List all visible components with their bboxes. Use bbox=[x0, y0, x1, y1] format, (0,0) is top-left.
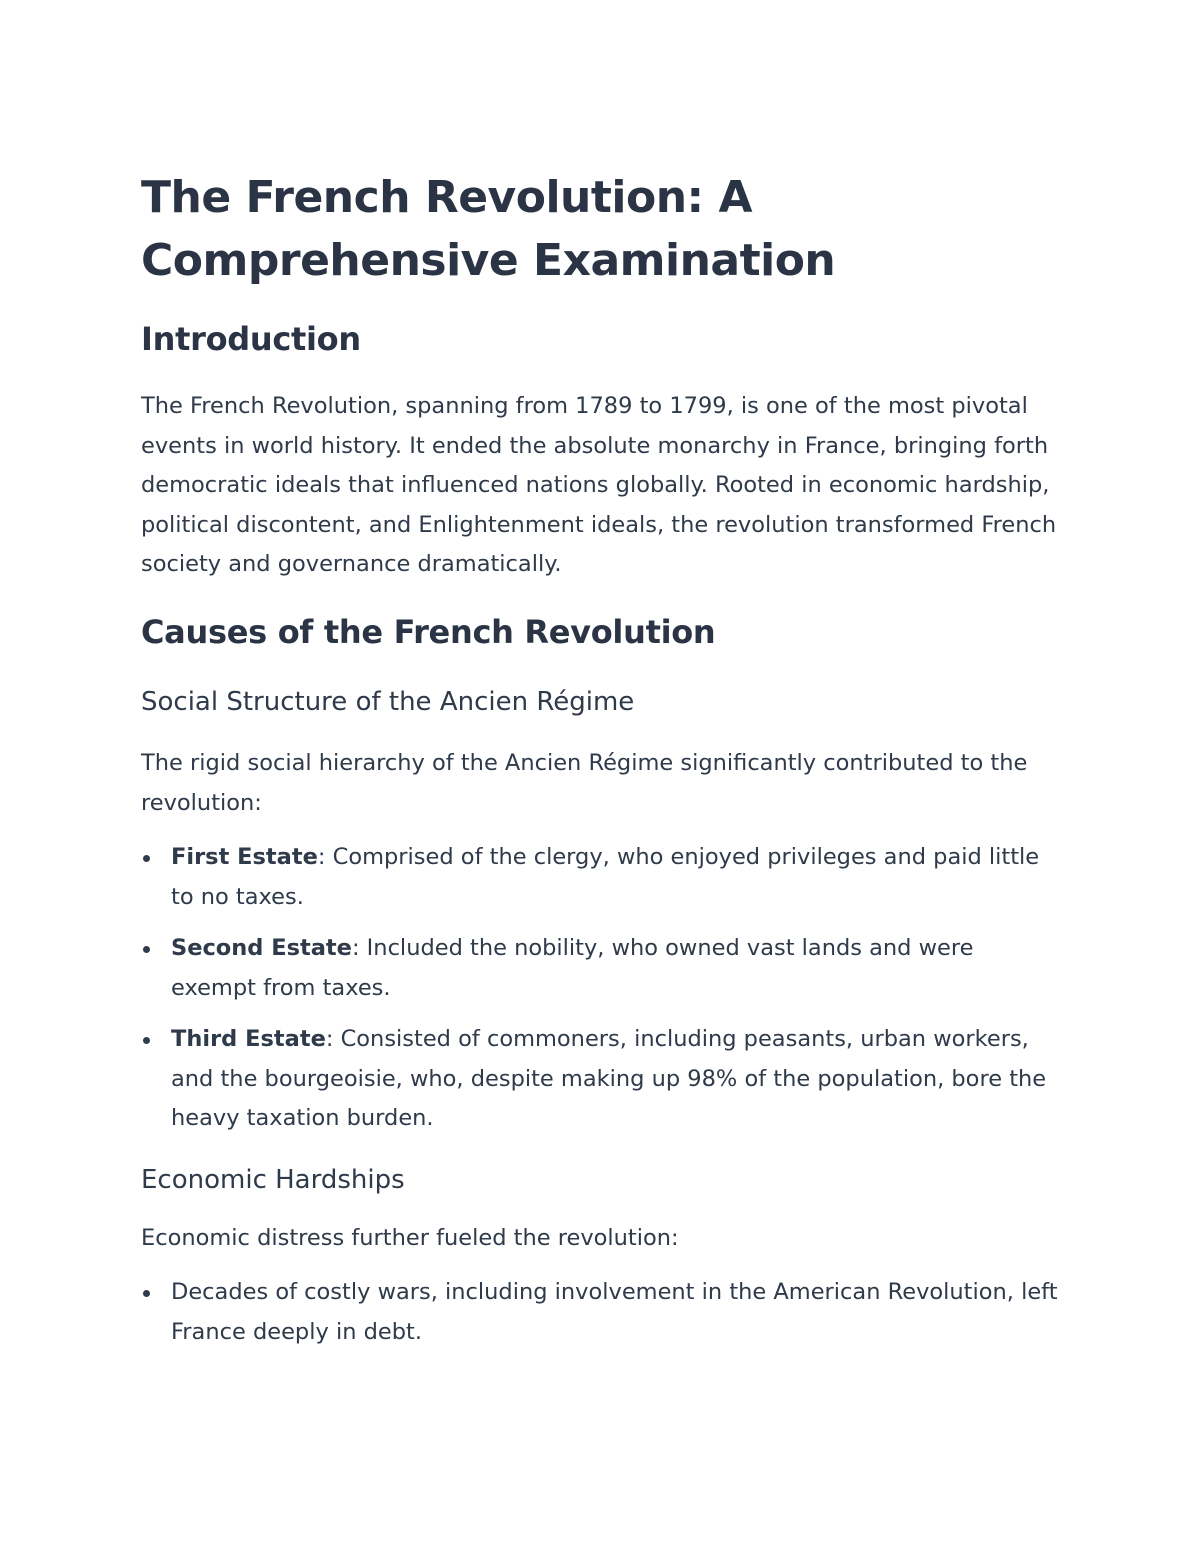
list-item-first-estate bbox=[141, 838, 1061, 917]
list-item-third-estate bbox=[141, 1020, 1061, 1139]
bullet-icon bbox=[143, 946, 150, 953]
economic-list bbox=[141, 1273, 1061, 1352]
bullet-icon bbox=[143, 1037, 150, 1044]
social-structure-heading: Social Structure of the Ancien Régime bbox=[141, 687, 635, 717]
estate-description: : Comprised of the clergy, who enjoyed privileges and paid little to no taxes. bbox=[171, 844, 1040, 910]
estate-description: : Included the nobility, who owned vast lands and were exempt from taxes. bbox=[171, 935, 974, 1001]
causes-heading: Causes of the French Revolution bbox=[141, 613, 716, 651]
estate-description: : Consisted of commoners, including peasants, urban workers, and the bourgeoisie, who, despite making up 98% of the population, bore the heavy taxation burden. bbox=[171, 1026, 1047, 1131]
economic-item-text: Decades of costly wars, including involvement in the American Revolution, left France deeply in debt. bbox=[171, 1279, 1058, 1345]
estates-list bbox=[141, 838, 1061, 1151]
bullet-icon bbox=[143, 855, 150, 862]
introduction-paragraph: The French Revolution, spanning from 1789 to 1799, is one of the most pivotal events in world history. It ended the absolute monarchy in France, bringing forth democratic ideals that influenced nations globally. Rooted in economic hardship, political discontent, and Enlightenment ideals, the revolution transformed French society and governance dramatically. bbox=[141, 393, 1057, 577]
social-structure-paragraph: The rigid social hierarchy of the Ancien Régime significantly contributed to the revolution: bbox=[141, 750, 1028, 816]
estate-term: First Estate bbox=[171, 844, 318, 870]
title-line-2: Comprehensive Examination bbox=[141, 235, 836, 286]
estate-term: Second Estate bbox=[171, 935, 352, 961]
document-title bbox=[141, 166, 835, 292]
list-item-second-estate bbox=[141, 929, 1061, 1008]
economic-hardships-heading: Economic Hardships bbox=[141, 1165, 405, 1195]
estate-term: Third Estate bbox=[171, 1026, 326, 1052]
economic-hardships-paragraph: Economic distress further fueled the revolution: bbox=[141, 1225, 679, 1251]
introduction-heading: Introduction bbox=[141, 320, 361, 358]
list-item bbox=[141, 1273, 1061, 1352]
bullet-icon bbox=[143, 1290, 150, 1297]
title-line-1: The French Revolution: A bbox=[141, 172, 753, 223]
